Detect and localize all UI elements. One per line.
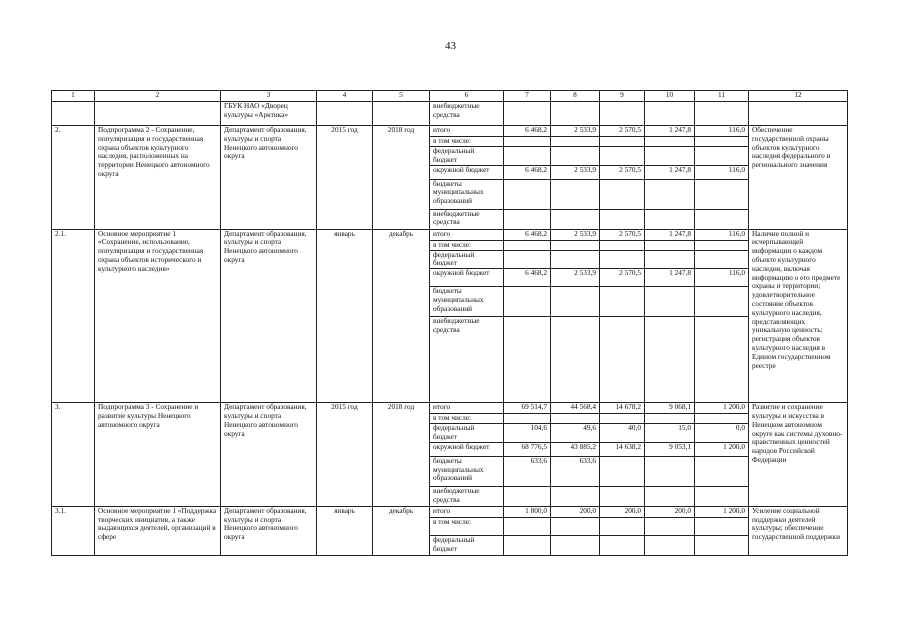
start-date: 2015 год (317, 126, 373, 230)
program-name: Подпрограмма 3 - Сохранение и развитие культуры Ненецкого автономного округа (95, 403, 221, 507)
value-cell (551, 535, 600, 555)
start-date: 2015 год (317, 403, 373, 507)
header-cell: 4 (317, 91, 373, 102)
value-cell (645, 209, 695, 229)
value-cell (504, 137, 551, 147)
value-cell: 40,0 (600, 424, 645, 443)
source-cell: в том числе: (430, 414, 504, 424)
value-cell: 633,6 (504, 456, 551, 486)
source-cell: федеральный бюджет (430, 250, 504, 269)
value-cell: 2 570,5 (600, 165, 645, 179)
value-cell (551, 240, 600, 250)
source-cell: внебюджетные средства (430, 486, 504, 506)
row-number: 2. (52, 126, 95, 230)
value-cell (695, 535, 749, 555)
page-number: 43 (445, 40, 456, 52)
value-cell: 6 468,2 (504, 165, 551, 179)
value-cell (504, 486, 551, 506)
source-cell: бюджеты муниципальных образований (430, 287, 504, 317)
table-row (52, 229, 848, 240)
value-cell (600, 287, 645, 317)
value-cell: 2 533,9 (551, 165, 600, 179)
value-cell: 9 053,1 (645, 442, 695, 456)
value-cell (600, 179, 645, 209)
value-cell: 1 200,0 (695, 442, 749, 456)
value-cell (551, 209, 600, 229)
value-cell (645, 179, 695, 209)
executor-cell: Департамент образования, культуры и спорта Ненецкого автономного округа (221, 506, 317, 555)
header-cell: 10 (645, 91, 695, 102)
value-cell (695, 287, 749, 317)
value-cell: 200,0 (645, 506, 695, 517)
header-cell: 1 (52, 91, 95, 102)
value-cell (645, 287, 695, 317)
source-cell: в том числе: (430, 517, 504, 535)
source-cell: итого (430, 403, 504, 414)
program-name: Основное мероприятие 1 «Сохранение, использование, популяризация и государственная охрана объектов исторического и культурного наследия» (95, 229, 221, 403)
value-cell: 69 514,7 (504, 403, 551, 414)
end-date: декабрь (373, 506, 430, 555)
source-cell: федеральный бюджет (430, 147, 504, 166)
result-cell: Наличие полной и исчерпывающей информации о каждом объекте культурного наследия, включая информацию о его предмете охраны и территории; удовлетворительное состояние объектов культурного наследия, представляющих уникальную ценность; регистрация объектов культурного наследия в Едином государственном реестре (749, 229, 848, 403)
value-cell (504, 414, 551, 424)
value-cell (645, 240, 695, 250)
header-cell: 6 (430, 91, 504, 102)
header-cell: 8 (551, 91, 600, 102)
row-number: 3.1. (52, 506, 95, 555)
value-cell (504, 179, 551, 209)
source-cell: в том числе: (430, 137, 504, 147)
executor-cell: Департамент образования, культуры и спорта Ненецкого автономного округа (221, 229, 317, 403)
value-cell: 116,0 (695, 165, 749, 179)
value-cell (551, 414, 600, 424)
row-number: 3. (52, 403, 95, 507)
value-cell: 6 468,2 (504, 229, 551, 240)
table-row (52, 403, 848, 414)
start-date: январь (317, 229, 373, 403)
value-cell (551, 179, 600, 209)
value-cell: 1 247,8 (645, 165, 695, 179)
value-cell: 200,0 (600, 506, 645, 517)
header-cell: 9 (600, 91, 645, 102)
header-cell: 12 (749, 91, 848, 102)
value-cell: 1 200,0 (695, 506, 749, 517)
result-cell: Обеспечение государственной охраны объектов культурного наследия федерального и регионального значения (749, 126, 848, 230)
end-date: 2018 год (373, 126, 430, 230)
table-row (52, 126, 848, 137)
value-cell: 2 570,5 (600, 269, 645, 287)
value-cell: 1 247,8 (645, 126, 695, 137)
value-cell (600, 535, 645, 555)
value-cell: 116,0 (695, 229, 749, 240)
end-date: 2018 год (373, 403, 430, 507)
value-cell (645, 250, 695, 269)
value-cell (645, 137, 695, 147)
value-cell: 1 200,0 (695, 403, 749, 414)
value-cell (600, 240, 645, 250)
value-cell: 2 570,5 (600, 126, 645, 137)
value-cell (645, 535, 695, 555)
value-cell (645, 317, 695, 403)
value-cell: 15,0 (645, 424, 695, 443)
value-cell (695, 240, 749, 250)
value-cell: 0,0 (695, 424, 749, 443)
value-cell (600, 414, 645, 424)
value-cell: 1 800,0 (504, 506, 551, 517)
value-cell (695, 414, 749, 424)
end-date: декабрь (373, 229, 430, 403)
source-cell: федеральный бюджет (430, 424, 504, 443)
value-cell (504, 250, 551, 269)
value-cell: 44 568,4 (551, 403, 600, 414)
source-cell: итого (430, 506, 504, 517)
header-cell: 5 (373, 91, 430, 102)
executor-cell: ГБУК НАО «Дворец культуры «Арктика» (221, 102, 317, 126)
table-row (52, 506, 848, 517)
value-cell: 49,6 (551, 424, 600, 443)
continuation-row (52, 102, 848, 126)
source-cell: окружной бюджет (430, 442, 504, 456)
source-cell: итого (430, 126, 504, 137)
value-cell (551, 317, 600, 403)
program-table (51, 90, 848, 556)
program-name: Подпрограмма 2 - Сохранение, популяризация и государственная охрана объектов культурного наследия, расположенных на территории Ненецкого автономного округа (95, 126, 221, 230)
value-cell (645, 486, 695, 506)
value-cell (695, 209, 749, 229)
value-cell (504, 535, 551, 555)
value-cell: 1 247,8 (645, 229, 695, 240)
source-cell: итого (430, 229, 504, 240)
executor-cell: Департамент образования, культуры и спорта Ненецкого автономного округа (221, 126, 317, 230)
value-cell (600, 517, 645, 535)
value-cell (551, 287, 600, 317)
value-cell (600, 147, 645, 166)
value-cell (645, 456, 695, 486)
value-cell (695, 456, 749, 486)
result-cell: Усиление социальной поддержки деятелей культуры; обеспечение государственной поддержки (749, 506, 848, 555)
source-cell: окружной бюджет (430, 269, 504, 287)
value-cell: 104,6 (504, 424, 551, 443)
value-cell: 2 533,9 (551, 229, 600, 240)
header-cell: 2 (95, 91, 221, 102)
value-cell (504, 517, 551, 535)
source-cell: внебюджетные средства (430, 209, 504, 229)
value-cell (551, 137, 600, 147)
value-cell: 68 776,5 (504, 442, 551, 456)
value-cell: 43 885,2 (551, 442, 600, 456)
row-number: 2.1. (52, 229, 95, 403)
value-cell (695, 137, 749, 147)
value-cell (504, 147, 551, 166)
header-row (52, 91, 848, 102)
header-cell: 3 (221, 91, 317, 102)
value-cell (600, 486, 645, 506)
value-cell: 116,0 (695, 126, 749, 137)
value-cell: 6 468,2 (504, 126, 551, 137)
value-cell (695, 517, 749, 535)
value-cell (504, 240, 551, 250)
source-cell: в том числе: (430, 240, 504, 250)
value-cell: 1 247,8 (645, 269, 695, 287)
value-cell (645, 147, 695, 166)
value-cell (600, 209, 645, 229)
value-cell (551, 517, 600, 535)
source-cell: окружной бюджет (430, 165, 504, 179)
source-cell: федеральный бюджет (430, 535, 504, 555)
source-cell: бюджеты муниципальных образований (430, 456, 504, 486)
value-cell: 14 678,2 (600, 403, 645, 414)
value-cell: 9 068,1 (645, 403, 695, 414)
value-cell (551, 147, 600, 166)
value-cell: 14 638,2 (600, 442, 645, 456)
value-cell (504, 287, 551, 317)
value-cell (551, 250, 600, 269)
value-cell (695, 179, 749, 209)
value-cell (695, 486, 749, 506)
source-cell: внебюджетные средства (430, 317, 504, 403)
value-cell (645, 517, 695, 535)
value-cell: 2 533,9 (551, 269, 600, 287)
program-name: Основное мероприятие 1 «Поддержка творческих инициатив, а также выдающихся деятелей, организаций в сфере (95, 506, 221, 555)
value-cell: 633,6 (551, 456, 600, 486)
source-cell: бюджеты муниципальных образований (430, 179, 504, 209)
value-cell (504, 209, 551, 229)
header-cell: 11 (695, 91, 749, 102)
executor-cell: Департамент образования, культуры и спорта Ненецкого автономного округа (221, 403, 317, 507)
start-date: январь (317, 506, 373, 555)
value-cell: 200,0 (551, 506, 600, 517)
value-cell (551, 486, 600, 506)
header-cell: 7 (504, 91, 551, 102)
value-cell (504, 317, 551, 403)
value-cell (645, 414, 695, 424)
value-cell (600, 317, 645, 403)
value-cell (600, 456, 645, 486)
value-cell: 116,0 (695, 269, 749, 287)
value-cell: 2 570,5 (600, 229, 645, 240)
result-cell: Развитие и сохранение культуры и искусства в Ненецком автономном округе как системы духовно-нравственных ценностей народов Российской Федерации (749, 403, 848, 507)
value-cell: 2 533,9 (551, 126, 600, 137)
value-cell (600, 137, 645, 147)
value-cell (695, 147, 749, 166)
value-cell (600, 250, 645, 269)
source-cell: внебюджетные средства (430, 102, 504, 126)
value-cell: 6 468,2 (504, 269, 551, 287)
value-cell (695, 250, 749, 269)
value-cell (695, 317, 749, 403)
